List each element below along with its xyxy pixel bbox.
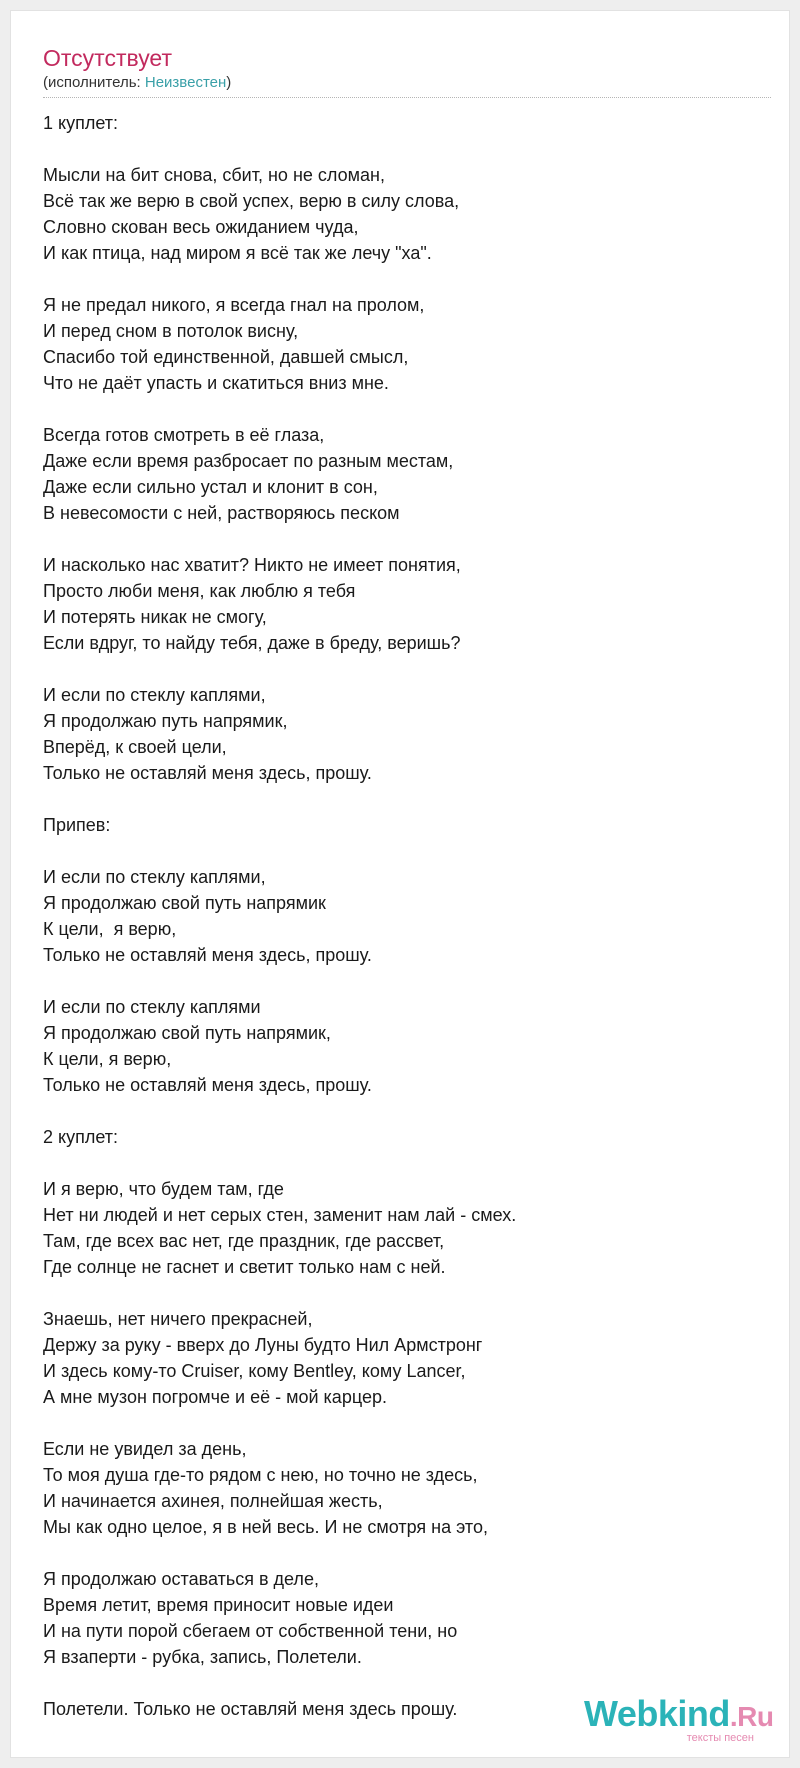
lyrics-line: В невесомости с ней, растворяюсь песком [43,503,400,523]
lyrics-stanza [43,1566,783,1670]
lyrics-line: Всегда готов смотреть в её глаза, [43,425,325,445]
artist-link[interactable]: Неизвестен [144,74,227,91]
lyrics-line: Держу за руку - вверх до Луны будто Нил Армстронг [43,1335,483,1355]
lyrics-line: И потерять никак не смогу, [43,607,267,627]
logo-word: Webkind [584,1693,730,1734]
lyrics-stanza [43,994,783,1098]
lyrics-line: И насколько нас хватит? Никто не имеет понятия, [43,555,461,575]
lyrics-line: Всё так же верю в свой успех, верю в силу слова, [43,191,460,211]
lyrics-line: Только не оставляй меня здесь, прошу. [43,763,372,783]
artist-line [43,73,231,93]
lyrics-line: Где солнце не гаснет и светит только нам с ней. [43,1257,446,1277]
lyrics-stanza [43,682,783,786]
lyrics-line: И как птица, над миром я всё так же лечу "ха". [43,243,432,263]
lyrics-line: Нет ни людей и нет серых стен, заменит нам лай - смех. [43,1205,517,1225]
lyrics-line: И перед сном в потолок висну, [43,321,299,341]
lyrics-stanza [43,1176,783,1280]
logo-wordmark [584,1694,773,1737]
lyrics-line: К цели, я верю, [43,919,177,939]
lyrics-line: К цели, я верю, [43,1049,172,1069]
lyrics-line: И я верю, что будем там, где [43,1179,284,1199]
lyrics-line: Припев: [43,815,111,835]
lyrics-line: Просто люби меня, как люблю я тебя [43,581,356,601]
lyrics-line: И если по стеклу каплями, [43,685,266,705]
lyrics-line: Мы как одно целое, я в ней весь. И не смотря на это, [43,1517,488,1537]
lyrics-line: Я взаперти - рубка, запись, Полетели. [43,1647,362,1667]
lyrics-line: Если не увидел за день, [43,1439,247,1459]
lyrics-line: И на пути порой сбегаем от собственной тени, но [43,1621,458,1641]
lyrics-line: Полетели. Только не оставляй меня здесь прошу. [43,1699,458,1719]
lyrics-line: Я продолжаю оставаться в деле, [43,1569,319,1589]
lyrics-line: Что не даёт упасть и скатиться вниз мне. [43,373,389,393]
lyrics-line: Я продолжаю путь напрямик, [43,711,288,731]
lyrics-stanza [43,110,783,136]
lyrics-line: Вперёд, к своей цели, [43,737,227,757]
lyrics-line: Если вдруг, то найду тебя, даже в бреду, веришь? [43,633,461,653]
lyrics-card [10,10,790,1758]
lyrics-line: И здесь кому-то Cruiser, кому Bentley, кому Lancer, [43,1361,466,1381]
lyrics-line: А мне музон погромче и её - мой карцер. [43,1387,387,1407]
song-title: Отсутствует [43,45,172,71]
lyrics-line: И если по стеклу каплями [43,997,261,1017]
lyrics-stanza [43,552,783,656]
lyrics-stanza [43,1124,783,1150]
lyrics-line: И если по стеклу каплями, [43,867,266,887]
lyrics-stanza [43,162,783,266]
lyrics-line: Даже если сильно устал и клонит в сон, [43,477,378,497]
lyrics-line: Только не оставляй меня здесь, прошу. [43,945,372,965]
lyrics-line: И начинается ахинея, полнейшая жесть, [43,1491,383,1511]
webkind-logo[interactable] [584,1694,774,1746]
lyrics-line: Мысли на бит снова, сбит, но не сломан, [43,165,385,185]
artist-suffix: ) [226,74,232,91]
lyrics-line: 2 куплет: [43,1127,118,1147]
lyrics-line: Я не предал никого, я всегда гнал на пролом, [43,295,425,315]
header-divider [43,97,771,98]
logo-subtitle: тексты песен [686,1732,754,1744]
lyrics-stanza [43,864,783,968]
lyrics-line: Спасибо той единственной, давшей смысл, [43,347,409,367]
lyrics-stanza [43,1436,783,1540]
lyrics-stanza [43,422,783,526]
lyrics-stanza [43,1306,783,1410]
lyrics-line: Словно скован весь ожиданием чуда, [43,217,359,237]
lyrics-line: То моя душа где-то рядом с нею, но точно не здесь, [43,1465,478,1485]
lyrics-line: Там, где всех вас нет, где праздник, где рассвет, [43,1231,445,1251]
lyrics-line: Знаешь, нет ничего прекрасней, [43,1309,313,1329]
lyrics-body [43,110,783,1748]
lyrics-stanza [43,292,783,396]
lyrics-line: Я продолжаю свой путь напрямик, [43,1023,331,1043]
lyrics-line: Я продолжаю свой путь напрямик [43,893,326,913]
logo-tld: .Ru [729,1701,774,1732]
lyrics-stanza [43,812,783,838]
lyrics-line: 1 куплет: [43,113,118,133]
artist-prefix: (исполнитель: [43,74,145,91]
lyrics-line: Время летит, время приносит новые идеи [43,1595,394,1615]
lyrics-line: Даже если время разбросает по разным местам, [43,451,454,471]
lyrics-line: Только не оставляй меня здесь, прошу. [43,1075,372,1095]
